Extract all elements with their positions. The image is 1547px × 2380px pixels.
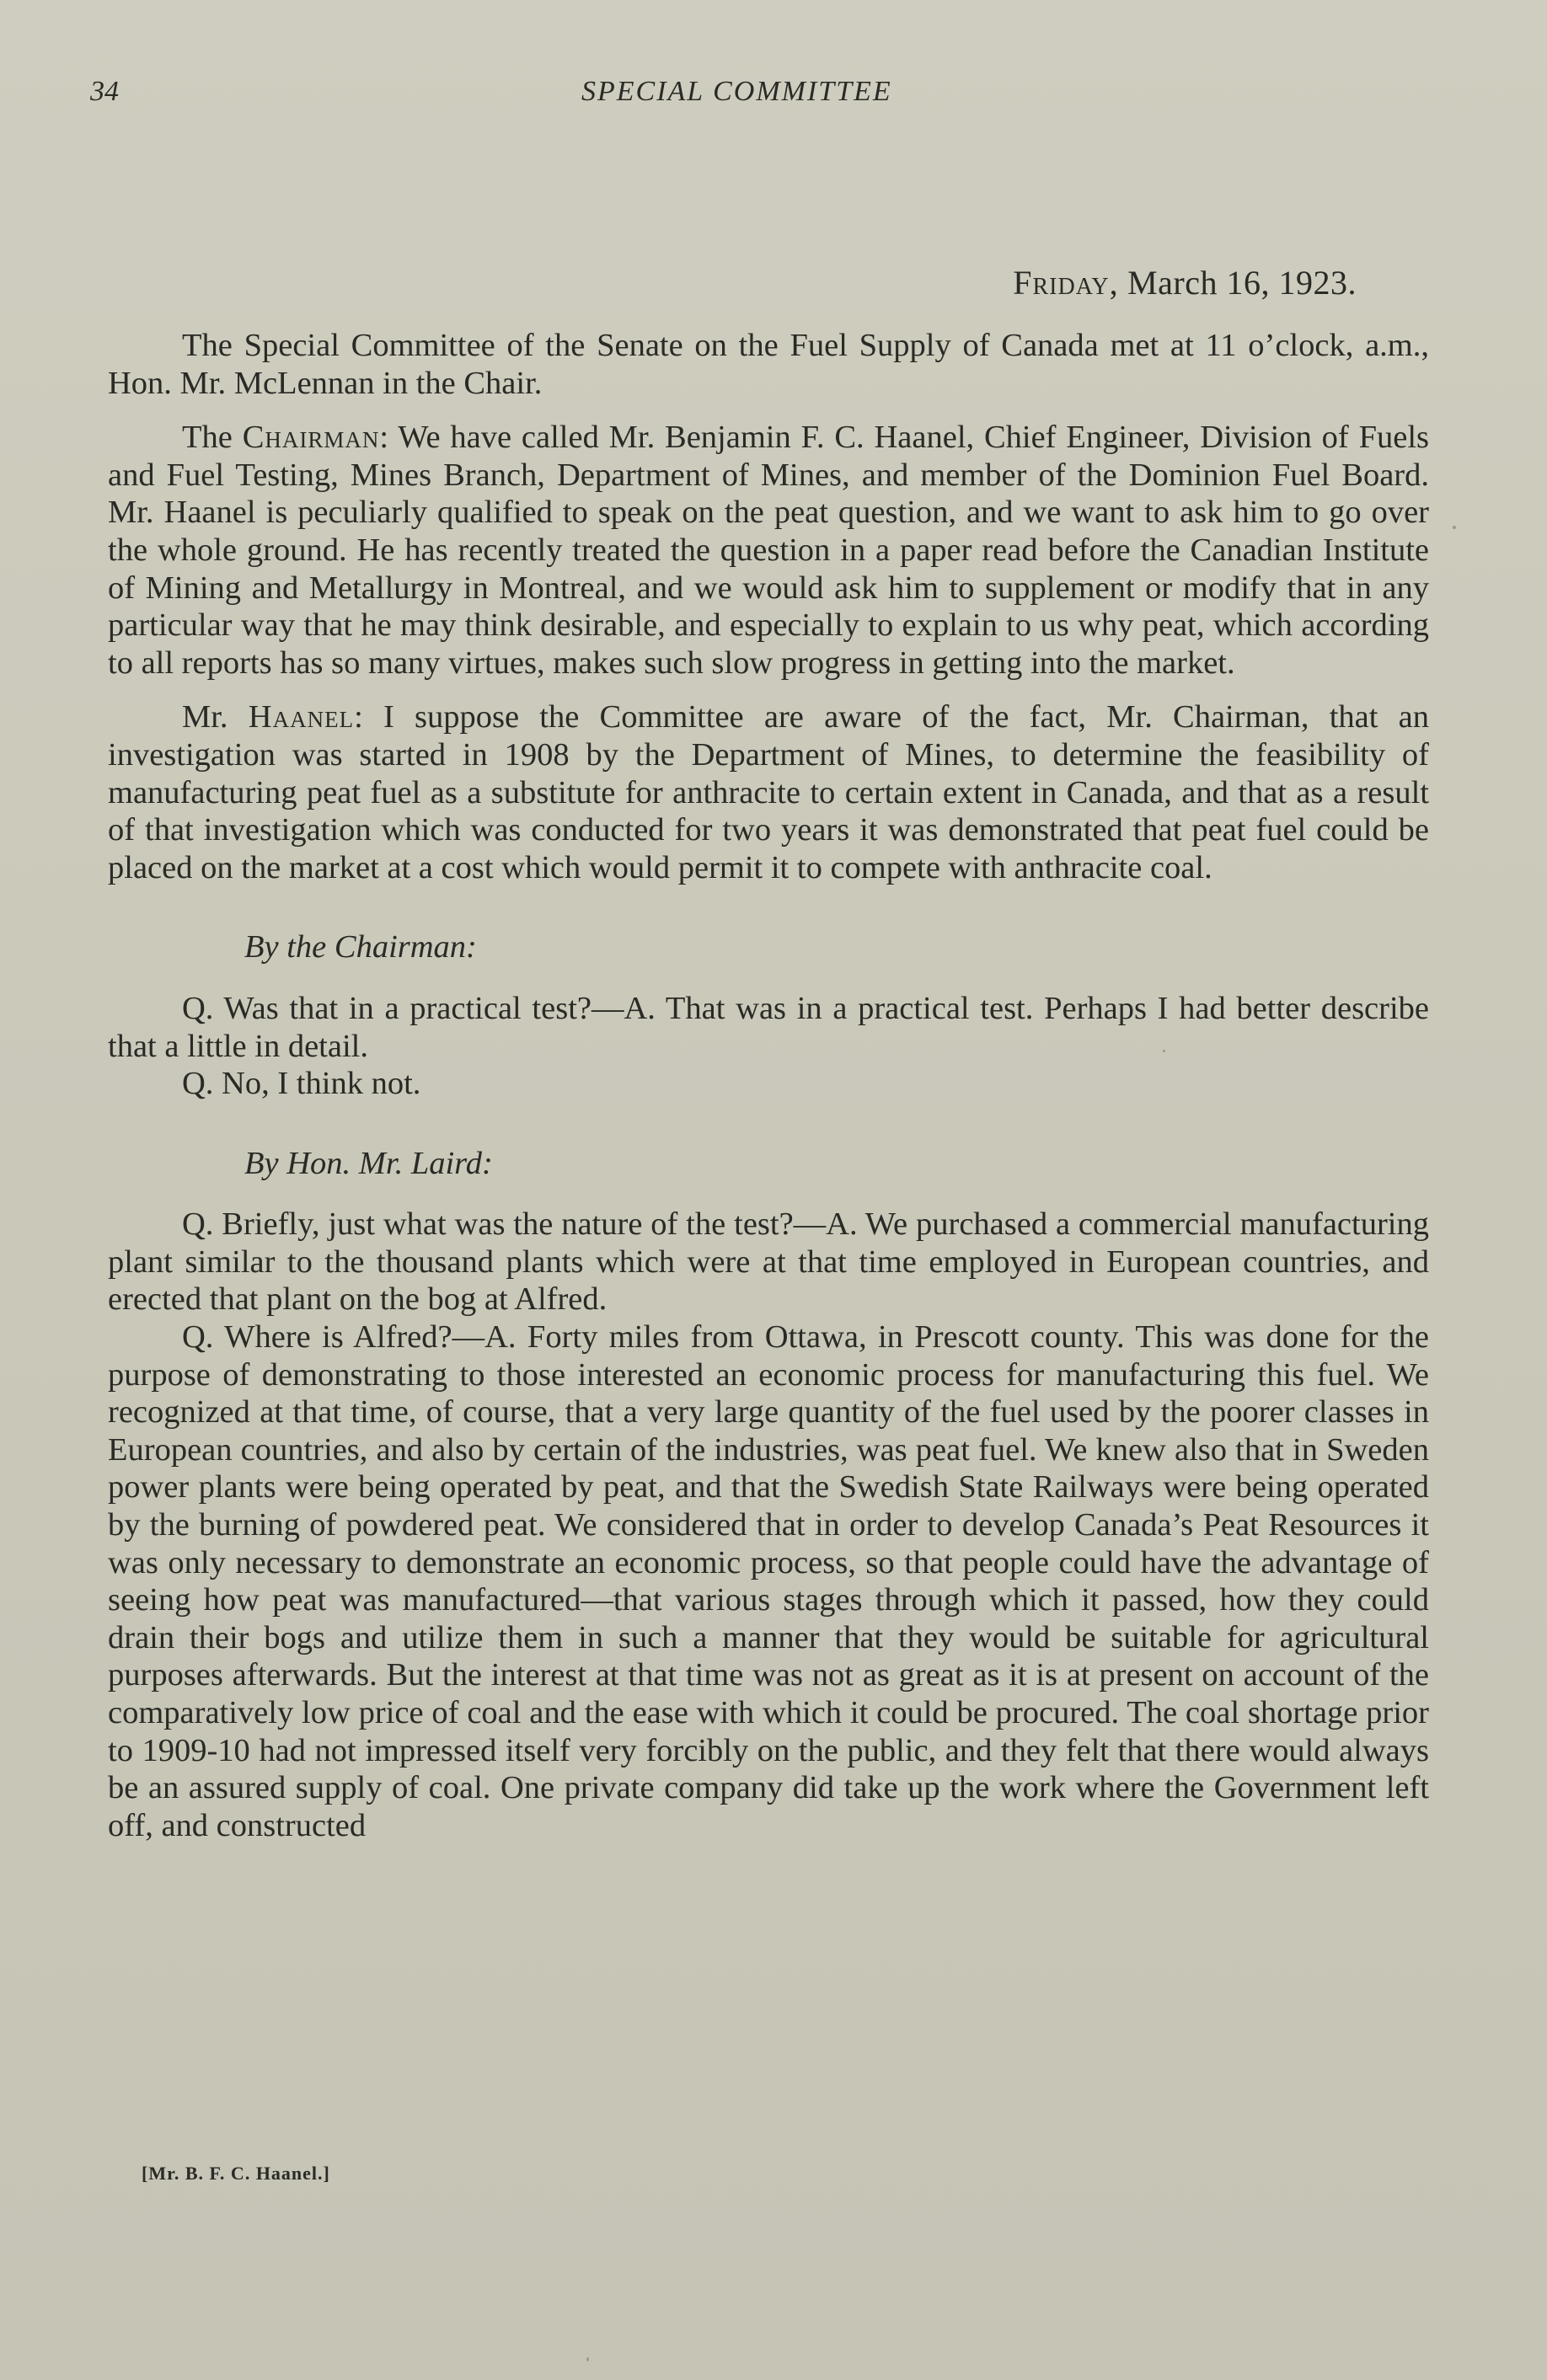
paragraph-chairman-statement: The Chairman: We have called Mr. Benjamin F. C. Haanel, Chief Engineer, Division of Fuels and Fuel Testing, Mines Branch, Department of Mines, and member of the Dominion Fuel Board. Mr. Haanel is peculiarly qualified to speak on the peat question, and we want to ask him to go over the whole ground. He has recently treated the question in a paper read before the Canadian Institute of Mining and Metallurgy in Montreal, and we would ask him to supplement or modify that in any particular way that he may think desirable, and especially to explain to us why peat, which according to all reports has so many virtues, makes such slow progress in getting into the market. xyxy=(108,420,1430,681)
dateline-day: Friday, xyxy=(1013,264,1119,302)
speaker-footer-tag: [Mr. B. F. C. Haanel.] xyxy=(142,2163,330,2184)
paper-speck xyxy=(586,2357,589,2361)
body-text xyxy=(108,327,1429,1844)
dateline xyxy=(1013,263,1357,302)
page-header xyxy=(0,76,1547,118)
paragraph-haanel-statement: Mr. Haanel: I suppose the Committee are aware of the fact, Mr. Chairman, that an investigation was started in 1908 by the Department of Mines, to determine the feasibility of manufacturing peat fuel as a substitute for anthracite to certain extent in Canada, and that as a result of that investigation which was conducted for two years it was demonstrated that peat fuel could be placed on the market at a cost which would permit it to compete with anthracite coal. xyxy=(108,699,1429,885)
question-answer: Q. No, I think not. xyxy=(182,1066,421,1102)
question-answer: Q. Where is Alfred?—A. Forty miles from Ottawa, in Prescott county. This was done for the purpose of demonstrating to those interested an economic process for manufacturing this fuel. We recognized at that time, of course, that a very large quantity of the fuel used by the poorer classes in European countries, and also by certain of the industries, was peat fuel. We knew also that in Sweden power plants were being operated by peat, and that the Swedish State Railways were being operated by the burning of powdered peat. We considered that in order to develop Canada’s Peat Resources it was only necessary to demonstrate an economic process, so that people could have the advantage of seeing how peat was manufactured—that various stages through which it passed, how they could drain their bogs and utilize them in such a manner that they would be suitable for agricultural purposes afterwards. But the interest at that time was not as great as it is at present on account of the comparatively low price of coal and the ease with which it could be procured. The coal shortage prior to 1909-10 had not impressed itself very forcibly on the public, and they felt that there would always be an assured supply of coal. One private company did take up the work where the Government left off, and constructed xyxy=(108,1319,1429,1843)
paper-speck xyxy=(1453,526,1456,529)
paragraph-opening: The Special Committee of the Senate on the Fuel Supply of Canada met at 11 o’clock, a.m., Hon. Mr. McLennan in the Chair. xyxy=(108,328,1429,401)
running-title: SPECIAL COMMITTEE xyxy=(581,76,892,107)
question-answer: Q. Was that in a practical test?—A. That was in a practical test. Perhaps I had better describe that a little in detail. xyxy=(108,990,1429,1064)
subheading-examiner: By Hon. Mr. Laird: xyxy=(244,1145,493,1181)
dateline-date: March 16, 1923. xyxy=(1118,264,1357,302)
page-number: 34 xyxy=(90,76,119,107)
speaker-name: Chairman xyxy=(242,420,380,456)
paper-speck xyxy=(1163,1050,1165,1052)
speaker-name: Haanel xyxy=(248,699,355,735)
subheading-examiner: By the Chairman: xyxy=(244,929,477,965)
question-answer: Q. Briefly, just what was the nature of the test?—A. We purchased a commercial manufacturing plant similar to the thousand plants which were at that time employed in European countries, and erected that plant on the bog at Alfred. xyxy=(108,1206,1429,1318)
